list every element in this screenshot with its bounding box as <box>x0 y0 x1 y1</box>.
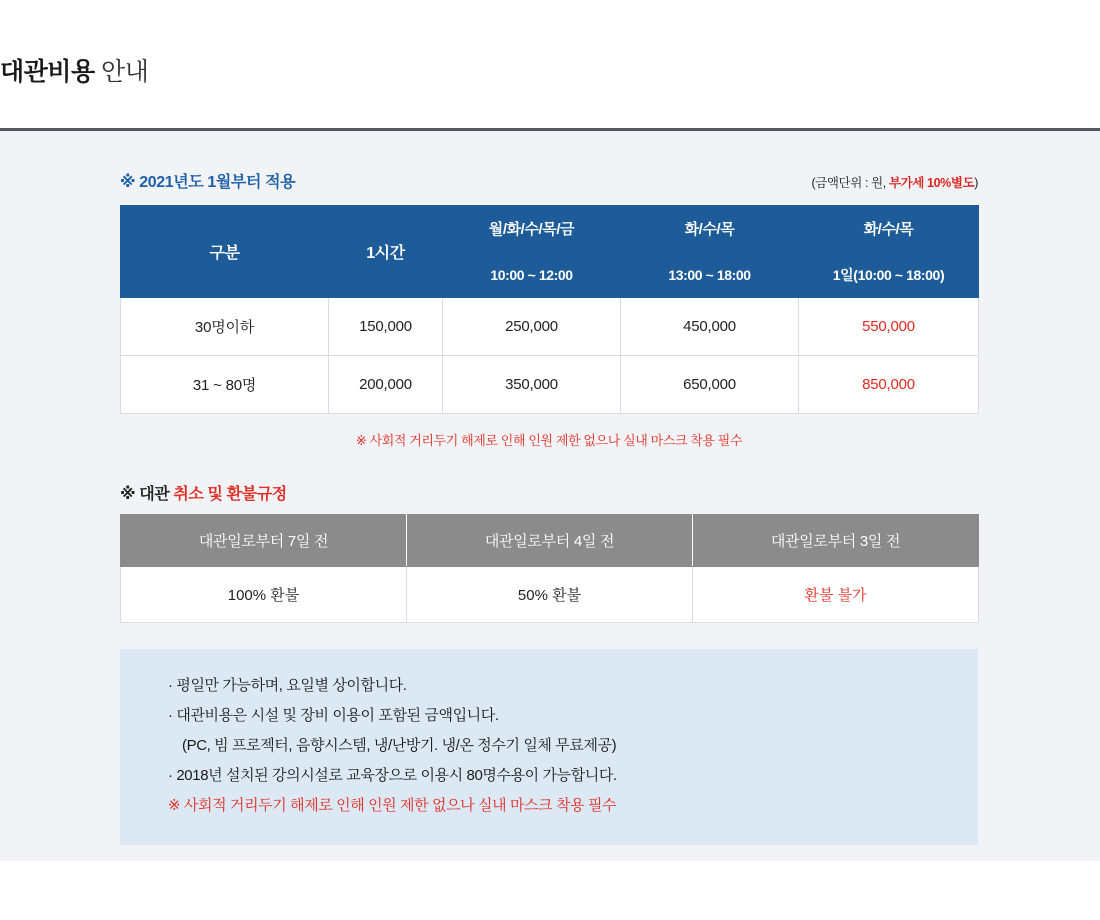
refund-title-accent: 취소 및 환불규정 <box>173 486 287 503</box>
info-line-3: (PC, 빔 프로젝터, 음향시스템, 냉/난방기. 냉/온 정수기 일체 무료제공) <box>182 737 617 754</box>
refund-value-7days: 100% 환불 <box>121 567 407 623</box>
price-row-2-afternoon: 650,000 <box>621 356 799 414</box>
price-row-1-label: 30명이하 <box>121 298 329 356</box>
price-header-days-fullday: 화/수/목 <box>799 206 979 252</box>
info-line-4: · 2018년 설치된 강의시설로 교육장으로 이용시 80명수용이 가능합니다. <box>168 767 617 784</box>
price-header-category: 구분 <box>121 206 329 298</box>
currency-unit-prefix: (금액단위 : 원, <box>811 176 889 190</box>
price-row-1-morning: 250,000 <box>443 298 621 356</box>
notice-row <box>120 169 978 199</box>
price-header-time-morning: 10:00 ~ 12:00 <box>443 252 621 298</box>
effective-date-note: ※ 2021년도 1월부터 적용 <box>120 174 296 191</box>
price-header-time-afternoon: 13:00 ~ 18:00 <box>621 252 799 298</box>
price-row-1-fullday: 550,000 <box>799 298 979 356</box>
refund-title-prefix: ※ 대관 <box>120 486 174 503</box>
price-header-hour: 1시간 <box>329 206 443 298</box>
page-title-strong: 대관비용 <box>0 58 95 86</box>
currency-unit-suffix: ) <box>974 176 978 190</box>
info-line-1: · 평일만 가능하며, 요일별 상이합니다. <box>168 677 407 694</box>
table-row <box>121 567 979 623</box>
info-line-5: ※ 사회적 거리두기 해제로 인해 인원 제한 없으나 실내 마스크 착용 필수 <box>168 797 617 814</box>
price-header-days-afternoon: 화/수/목 <box>621 206 799 252</box>
price-header-time-fullday: 1일(10:00 ~ 18:00) <box>799 252 979 298</box>
info-line-2: · 대관비용은 시설 및 장비 이용이 포함된 금액입니다. <box>168 707 499 724</box>
content-panel <box>0 131 1100 861</box>
page-title-light: 안내 <box>94 58 149 86</box>
price-table <box>120 205 979 414</box>
price-row-1-afternoon: 450,000 <box>621 298 799 356</box>
price-table-note: ※ 사회적 거리두기 해제로 인해 인원 제한 없으나 실내 마스크 착용 필수 <box>355 433 743 448</box>
table-row <box>121 356 979 414</box>
price-table-header-row-1 <box>121 206 979 252</box>
price-header-days-weekday: 월/화/수/목/금 <box>443 206 621 252</box>
refund-value-4days: 50% 환불 <box>407 567 693 623</box>
vat-note: 부가세 10%별도 <box>888 176 975 190</box>
page-header <box>0 56 1100 88</box>
refund-value-3days: 환불 불가 <box>693 567 979 623</box>
refund-section-title <box>120 481 978 504</box>
refund-header-7days: 대관일로부터 7일 전 <box>121 515 407 567</box>
price-row-2-fullday: 850,000 <box>799 356 979 414</box>
refund-header-3days: 대관일로부터 3일 전 <box>693 515 979 567</box>
currency-unit-note <box>811 173 978 191</box>
refund-table-header-row <box>121 515 979 567</box>
refund-header-4days: 대관일로부터 4일 전 <box>407 515 693 567</box>
page-title <box>0 56 1100 88</box>
info-box <box>120 649 978 845</box>
price-row-2-hour: 200,000 <box>329 356 443 414</box>
table-row <box>121 298 979 356</box>
price-row-2-morning: 350,000 <box>443 356 621 414</box>
price-row-1-hour: 150,000 <box>329 298 443 356</box>
refund-table <box>120 514 979 623</box>
content-inner <box>120 131 978 845</box>
price-row-2-label: 31 ~ 80명 <box>121 356 329 414</box>
